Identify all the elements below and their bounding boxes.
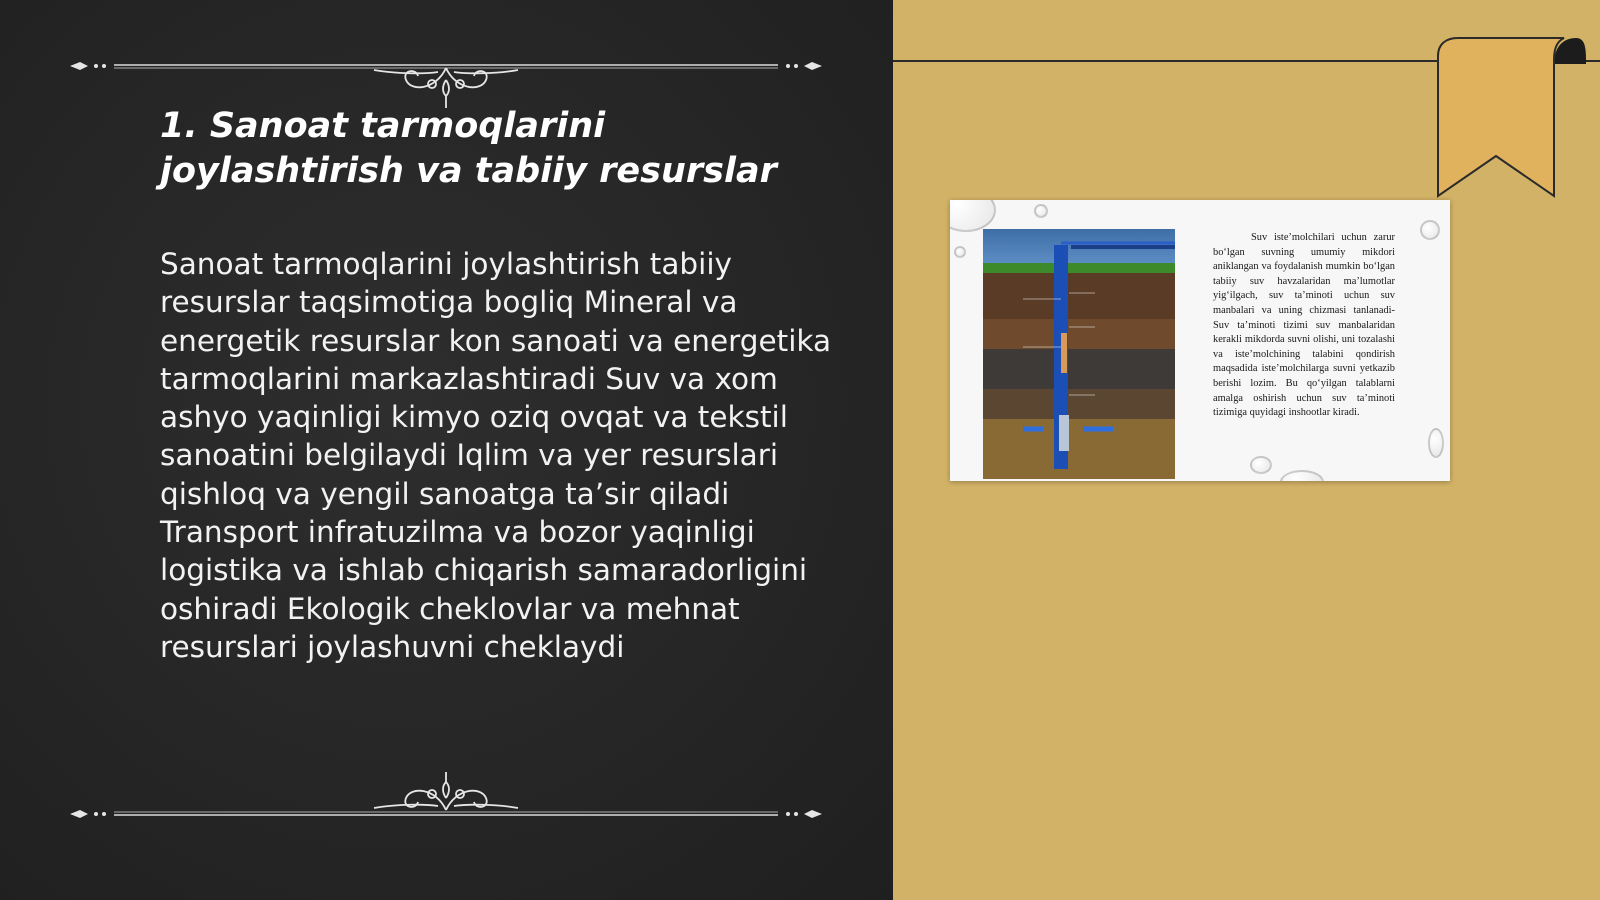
bookmark-ribbon-icon: [1436, 36, 1586, 198]
water-bubble: [1428, 428, 1444, 458]
water-bubble: [954, 246, 966, 258]
top-ornament-divider: [66, 50, 826, 110]
bottom-ornament-divider: [66, 770, 826, 830]
slide-body-text: Sanoat tarmoqlarini joylashtirish tabiiy resurslar taqsimotiga bogliq Mineral va energetik resurslar kon sanoati va energetika tarmoqlarini markazlashtiradi Suv va xom ashyo yaqinligi kimyo oziq ovqat va tekstil sanoatini belgilaydi Iqlim va yer resurslari qishloq va yengil sanoatga ta’sir qiladi Transport infratuzilma va bozor yaqinligi logistika va ishlab chiqarish samaradorligini oshiradi Ekologik cheklovlar va mehnat resurslari joylashuvni cheklaydi: [160, 247, 832, 664]
water-bubble: [1250, 456, 1272, 474]
book-page-text: Suv iste’molchilari uchun zarur bo‘lgan suvning umumiy mikdori aniklangan va foydalanish mumkin bo‘lgan tabiiy suv havzalaridan ma’lumotlar yig‘ilgach, suv ta’minoti uchun suv manbalari va uning chizmasi tanlanadi- Suv ta’minoti tizimi suv manbalaridan kerakli mikdorda suvni olishi, uni tozalashi va iste’molchining talabini qondirish maqsadida iste’molchilarga suvni yetkazib berishi lozim. Bu qo‘yilgan talablarni amalga oshirish uchun suv ta’minoti tizimiga quyidagi inshootlar kiradi.: [1213, 232, 1395, 419]
water-bubble: [1280, 470, 1324, 481]
water-bubble: [950, 200, 996, 232]
well-diagram: [983, 229, 1175, 479]
slide-title: 1. Sanoat tarmoqlarini joylashtirish va tabiiy resurslar: [160, 106, 777, 191]
book-page-photo: [950, 200, 1450, 481]
water-bubble: [1034, 204, 1048, 218]
water-bubble: [1420, 220, 1440, 240]
